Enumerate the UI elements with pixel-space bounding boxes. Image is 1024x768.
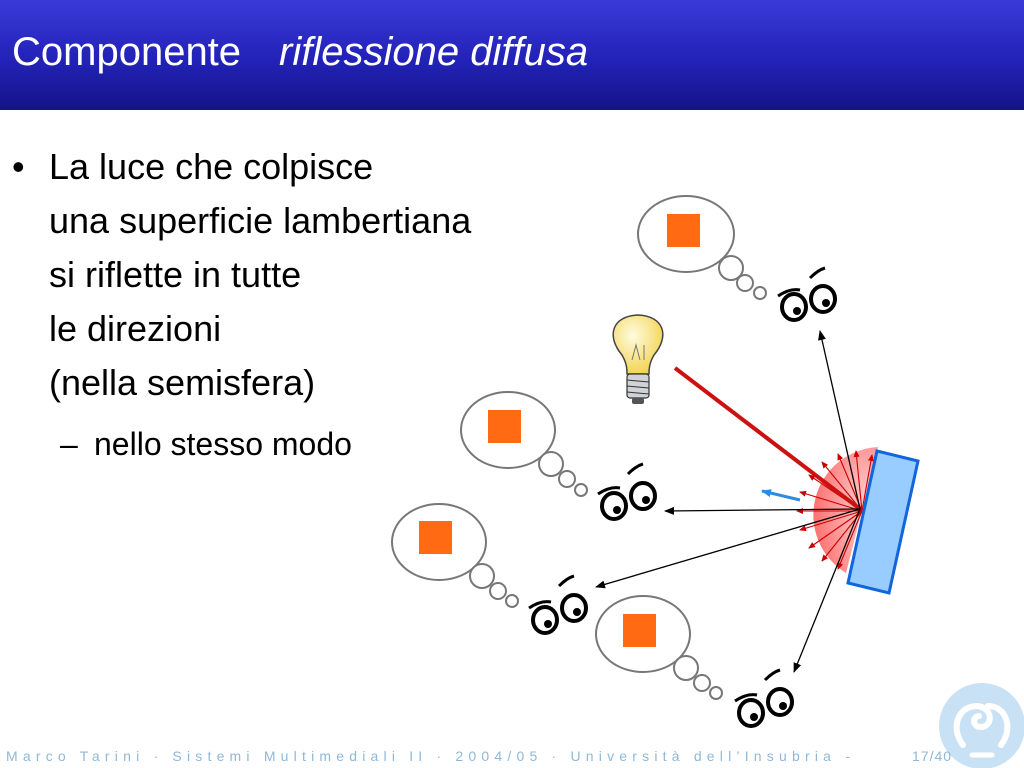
light-bulb-icon bbox=[613, 315, 663, 404]
eyes-icon bbox=[735, 670, 792, 726]
ray-to-viewer-lower bbox=[596, 509, 860, 587]
title-subtitle: riflessione diffusa bbox=[279, 30, 589, 74]
footer-text: Marco Tarini · Sistemi Multimediali II · 2004/05 · Università dell’Insubria - bbox=[6, 748, 856, 764]
bullet-line: le direzioni bbox=[49, 308, 222, 349]
viewer-middle bbox=[461, 392, 655, 519]
orange-square bbox=[667, 214, 700, 247]
sub-bullet-text: nello stesso modo bbox=[94, 426, 352, 462]
normal-arrow bbox=[762, 491, 800, 500]
incoming-light-ray bbox=[675, 368, 860, 509]
title-main: Componente bbox=[12, 30, 242, 74]
orange-square bbox=[488, 410, 521, 443]
eyes-icon bbox=[529, 576, 586, 633]
page-number: 17/40 bbox=[912, 748, 953, 764]
eyes-icon bbox=[778, 268, 835, 320]
bullet-line: una superficie lambertiana bbox=[49, 200, 472, 241]
viewer-lower bbox=[392, 504, 586, 633]
bullet-line: (nella semisfera) bbox=[49, 362, 316, 403]
bullet-line: La luce che colpisce bbox=[49, 146, 374, 187]
orange-square bbox=[419, 521, 452, 554]
bullet-line: si riflette in tutte bbox=[49, 254, 302, 295]
orange-square bbox=[623, 614, 656, 647]
sub-bullet-marker: – bbox=[60, 426, 78, 462]
eyes-icon bbox=[598, 464, 655, 519]
viewer-top bbox=[638, 196, 835, 320]
viewer-bottom bbox=[596, 596, 792, 726]
bullet-marker: • bbox=[12, 146, 25, 187]
